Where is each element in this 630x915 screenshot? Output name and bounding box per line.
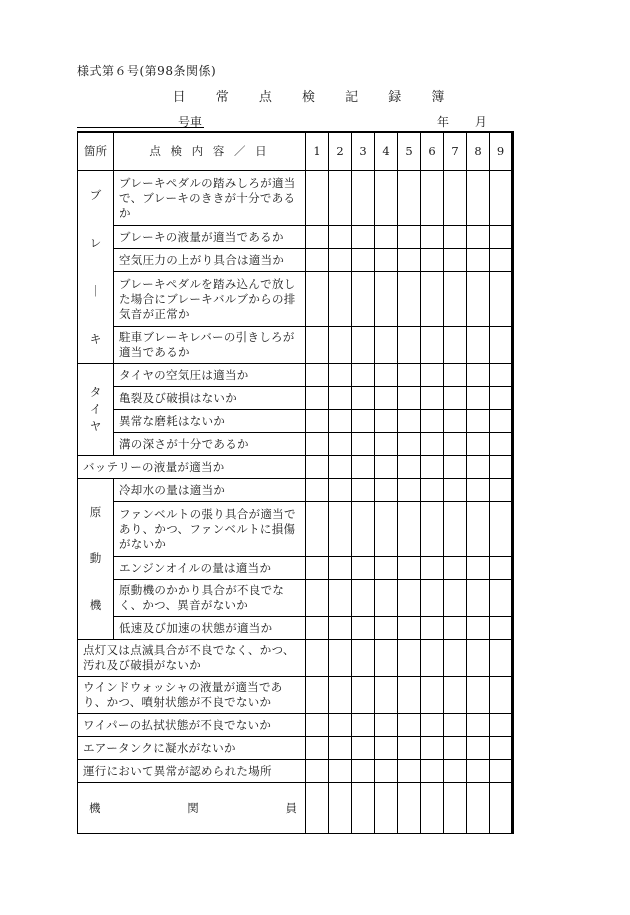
check-cell[interactable] (467, 387, 490, 410)
check-cell[interactable] (329, 387, 352, 410)
check-cell[interactable] (421, 410, 444, 433)
table-row (78, 617, 513, 640)
check-cell[interactable] (444, 249, 467, 272)
check-cell[interactable] (490, 640, 513, 677)
check-cell[interactable] (421, 387, 444, 410)
table-row (78, 387, 513, 410)
check-cell[interactable] (490, 502, 513, 557)
check-cell[interactable] (398, 327, 421, 364)
check-cell[interactable] (352, 327, 375, 364)
check-cell[interactable] (467, 737, 490, 760)
check-cell[interactable] (306, 364, 329, 387)
check-cell[interactable] (490, 580, 513, 617)
check-cell[interactable] (352, 760, 375, 783)
check-cell[interactable] (352, 557, 375, 580)
check-cell[interactable] (398, 502, 421, 557)
day-header: 4 (375, 132, 398, 171)
check-cell[interactable] (329, 364, 352, 387)
check-cell[interactable] (421, 479, 444, 502)
table-row (78, 433, 513, 456)
check-cell[interactable] (421, 760, 444, 783)
check-cell[interactable] (306, 249, 329, 272)
place-header: 箇所 (78, 132, 114, 171)
check-cell[interactable] (490, 171, 513, 226)
check-cell[interactable] (375, 640, 398, 677)
check-cell[interactable] (421, 327, 444, 364)
check-cell[interactable] (352, 171, 375, 226)
check-cell[interactable] (352, 272, 375, 327)
check-cell[interactable] (352, 364, 375, 387)
group-char: タ (89, 385, 102, 400)
inspection-item: 溝の深さが十分であるか (114, 433, 306, 456)
check-cell[interactable] (490, 410, 513, 433)
check-cell[interactable] (467, 502, 490, 557)
check-cell[interactable] (306, 640, 329, 677)
check-cell[interactable] (306, 617, 329, 640)
check-cell[interactable] (398, 714, 421, 737)
signature-cell[interactable] (398, 783, 421, 834)
signature-cell[interactable] (467, 783, 490, 834)
check-cell[interactable] (444, 410, 467, 433)
check-cell[interactable] (306, 760, 329, 783)
day-header: 3 (352, 132, 375, 171)
inspection-item: 空気圧力の上がり具合は適当か (114, 249, 306, 272)
check-cell[interactable] (329, 502, 352, 557)
group-char: ヤ (89, 418, 102, 433)
signature-cell[interactable] (444, 783, 467, 834)
check-cell[interactable] (375, 617, 398, 640)
check-cell[interactable] (398, 677, 421, 714)
check-cell[interactable] (490, 364, 513, 387)
check-cell[interactable] (490, 760, 513, 783)
check-cell[interactable] (421, 557, 444, 580)
check-cell[interactable] (444, 226, 467, 249)
inspection-item: ブレーキペダルの踏みしろが適当で、ブレーキのききが十分であるか (114, 171, 306, 226)
check-cell[interactable] (352, 387, 375, 410)
engineer-char: 員 (285, 800, 297, 815)
check-cell[interactable] (329, 249, 352, 272)
check-cell[interactable] (467, 760, 490, 783)
check-cell[interactable] (467, 714, 490, 737)
group-engine (78, 479, 114, 640)
check-cell[interactable] (467, 410, 490, 433)
signature-cell[interactable] (375, 783, 398, 834)
group-tire (78, 364, 114, 456)
table-row (78, 677, 513, 714)
check-cell[interactable] (375, 760, 398, 783)
inspection-item: タイヤの空気圧は適当か (114, 364, 306, 387)
check-cell[interactable] (306, 171, 329, 226)
check-cell[interactable] (421, 737, 444, 760)
check-cell[interactable] (444, 737, 467, 760)
check-cell[interactable] (375, 456, 398, 479)
check-cell[interactable] (306, 737, 329, 760)
group-char: 動 (89, 551, 102, 566)
check-cell[interactable] (398, 479, 421, 502)
check-cell[interactable] (444, 502, 467, 557)
check-cell[interactable] (352, 677, 375, 714)
check-cell[interactable] (467, 580, 490, 617)
table-row (78, 479, 513, 502)
inspection-item: 亀裂及び破損はないか (114, 387, 306, 410)
check-cell[interactable] (352, 640, 375, 677)
check-cell[interactable] (444, 171, 467, 226)
check-cell[interactable] (375, 272, 398, 327)
car-number-label: 号車 (178, 115, 203, 129)
check-cell[interactable] (490, 327, 513, 364)
check-cell[interactable] (306, 557, 329, 580)
check-cell[interactable] (398, 760, 421, 783)
check-cell[interactable] (421, 677, 444, 714)
check-cell[interactable] (306, 456, 329, 479)
check-cell[interactable] (306, 479, 329, 502)
check-cell[interactable] (467, 364, 490, 387)
inspection-log-table (77, 131, 514, 834)
check-cell[interactable] (421, 580, 444, 617)
check-cell[interactable] (306, 387, 329, 410)
check-cell[interactable] (444, 479, 467, 502)
check-cell[interactable] (467, 226, 490, 249)
table-row (78, 364, 513, 387)
signature-cell[interactable] (352, 783, 375, 834)
check-cell[interactable] (352, 617, 375, 640)
check-cell[interactable] (444, 327, 467, 364)
table-row (78, 640, 513, 677)
check-cell[interactable] (306, 714, 329, 737)
check-cell[interactable] (467, 557, 490, 580)
check-cell[interactable] (306, 226, 329, 249)
check-cell[interactable] (329, 760, 352, 783)
check-cell[interactable] (398, 580, 421, 617)
check-cell[interactable] (352, 714, 375, 737)
table-row (78, 580, 513, 617)
check-cell[interactable] (467, 171, 490, 226)
check-cell[interactable] (329, 580, 352, 617)
table-row (78, 456, 513, 479)
year-label: 年 (437, 115, 450, 129)
check-cell[interactable] (398, 171, 421, 226)
signature-cell[interactable] (306, 783, 329, 834)
check-cell[interactable] (444, 387, 467, 410)
check-cell[interactable] (421, 272, 444, 327)
check-cell[interactable] (375, 387, 398, 410)
inspection-item: 低速及び加速の状態が適当か (114, 617, 306, 640)
group-char: 機 (89, 598, 102, 613)
inspection-item: 異常な磨耗はないか (114, 410, 306, 433)
engineer-char: 機 (89, 800, 101, 815)
form-number: 様式第６号(第98条関係) (77, 64, 217, 78)
check-cell[interactable] (467, 433, 490, 456)
check-cell[interactable] (375, 557, 398, 580)
group-brake (78, 171, 114, 364)
check-cell[interactable] (467, 456, 490, 479)
group-char: キ (89, 331, 102, 346)
check-cell[interactable] (375, 580, 398, 617)
signature-cell[interactable] (490, 783, 513, 834)
inspection-item: 運行において異常が認められた場所 (78, 760, 306, 783)
check-cell[interactable] (490, 387, 513, 410)
check-cell[interactable] (329, 433, 352, 456)
check-cell[interactable] (329, 479, 352, 502)
check-cell[interactable] (398, 433, 421, 456)
check-cell[interactable] (421, 502, 444, 557)
check-cell[interactable] (398, 737, 421, 760)
check-cell[interactable] (329, 272, 352, 327)
check-cell[interactable] (352, 410, 375, 433)
check-cell[interactable] (490, 433, 513, 456)
check-cell[interactable] (375, 410, 398, 433)
table-row (78, 327, 513, 364)
check-cell[interactable] (490, 272, 513, 327)
check-cell[interactable] (398, 226, 421, 249)
check-cell[interactable] (490, 617, 513, 640)
check-cell[interactable] (352, 479, 375, 502)
check-cell[interactable] (306, 677, 329, 714)
inspection-item: 駐車ブレーキレバーの引きしろが適当であるか (114, 327, 306, 364)
inspection-item: ウインドウォッシャの液量が適当であり、かつ、噴射状態が不良でないか (78, 677, 306, 714)
header-row (78, 132, 513, 171)
check-cell[interactable] (398, 364, 421, 387)
inspection-item: 冷却水の量は適当か (114, 479, 306, 502)
check-cell[interactable] (375, 677, 398, 714)
check-cell[interactable] (375, 226, 398, 249)
check-cell[interactable] (329, 456, 352, 479)
check-cell[interactable] (306, 433, 329, 456)
check-cell[interactable] (467, 677, 490, 714)
group-char: イ (89, 401, 102, 416)
table-row (78, 760, 513, 783)
day-header: 9 (490, 132, 513, 171)
check-cell[interactable] (421, 226, 444, 249)
check-cell[interactable] (421, 617, 444, 640)
check-cell[interactable] (306, 410, 329, 433)
table-row (78, 226, 513, 249)
check-cell[interactable] (306, 327, 329, 364)
check-cell[interactable] (398, 617, 421, 640)
check-cell[interactable] (375, 171, 398, 226)
inspection-item: ファンベルトの張り具合が適当であり、かつ、ファンベルトに損傷がないか (114, 502, 306, 557)
check-cell[interactable] (375, 737, 398, 760)
check-cell[interactable] (398, 557, 421, 580)
check-cell[interactable] (421, 456, 444, 479)
check-cell[interactable] (375, 327, 398, 364)
check-cell[interactable] (329, 557, 352, 580)
check-cell[interactable] (329, 714, 352, 737)
check-cell[interactable] (306, 580, 329, 617)
check-cell[interactable] (352, 580, 375, 617)
check-cell[interactable] (467, 617, 490, 640)
check-cell[interactable] (444, 760, 467, 783)
check-cell[interactable] (421, 433, 444, 456)
check-cell[interactable] (444, 677, 467, 714)
check-cell[interactable] (375, 502, 398, 557)
check-cell[interactable] (467, 249, 490, 272)
table-row (78, 557, 513, 580)
check-cell[interactable] (352, 456, 375, 479)
check-cell[interactable] (329, 327, 352, 364)
check-cell[interactable] (329, 677, 352, 714)
check-cell[interactable] (421, 171, 444, 226)
table-row (78, 249, 513, 272)
content-header: 点 検 内 容 ／ 日 (114, 132, 306, 171)
check-cell[interactable] (444, 617, 467, 640)
check-cell[interactable] (306, 272, 329, 327)
check-cell[interactable] (444, 640, 467, 677)
signature-cell[interactable] (329, 783, 352, 834)
check-cell[interactable] (467, 479, 490, 502)
check-cell[interactable] (490, 677, 513, 714)
check-cell[interactable] (398, 272, 421, 327)
check-cell[interactable] (490, 479, 513, 502)
table-row (78, 502, 513, 557)
check-cell[interactable] (329, 640, 352, 677)
inspection-item: ワイパーの払拭状態が不良でないか (78, 714, 306, 737)
check-cell[interactable] (306, 502, 329, 557)
check-cell[interactable] (352, 226, 375, 249)
day-header: 8 (467, 132, 490, 171)
check-cell[interactable] (444, 433, 467, 456)
inspection-item: 原動機のかかり具合が不良でなく、かつ、異音がないか (114, 580, 306, 617)
signature-cell[interactable] (421, 783, 444, 834)
table-row (78, 171, 513, 226)
check-cell[interactable] (398, 456, 421, 479)
check-cell[interactable] (421, 364, 444, 387)
check-cell[interactable] (421, 640, 444, 677)
check-cell[interactable] (375, 479, 398, 502)
inspection-item: 点灯又は点滅具合が不良でなく、かつ、汚れ及び破損がないか (78, 640, 306, 677)
inspection-item: エンジンオイルの量は適当か (114, 557, 306, 580)
check-cell[interactable] (375, 364, 398, 387)
table-row (78, 410, 513, 433)
day-header: 6 (421, 132, 444, 171)
check-cell[interactable] (352, 433, 375, 456)
check-cell[interactable] (444, 456, 467, 479)
day-header: 1 (306, 132, 329, 171)
day-header: 5 (398, 132, 421, 171)
check-cell[interactable] (490, 249, 513, 272)
day-header: 2 (329, 132, 352, 171)
engineer-label (78, 783, 306, 834)
check-cell[interactable] (352, 502, 375, 557)
group-char: ｜ (89, 283, 102, 298)
inspection-item: エアータンクに凝水がないか (78, 737, 306, 760)
month-label: 月 (474, 115, 487, 129)
check-cell[interactable] (352, 249, 375, 272)
check-cell[interactable] (467, 272, 490, 327)
check-cell[interactable] (490, 557, 513, 580)
check-cell[interactable] (467, 640, 490, 677)
check-cell[interactable] (421, 714, 444, 737)
year-month-label (437, 113, 487, 130)
inspection-item: ブレーキペダルを踏み込んで放した場合にブレーキバルブからの排気音が正常か (114, 272, 306, 327)
check-cell[interactable] (329, 617, 352, 640)
inspection-item: ブレーキの液量が適当であるか (114, 226, 306, 249)
check-cell[interactable] (467, 327, 490, 364)
check-cell[interactable] (375, 433, 398, 456)
engineer-char: 関 (187, 800, 199, 815)
table-row (78, 714, 513, 737)
page-title: 日 常 点 検 記 録 簿 (172, 90, 458, 105)
check-cell[interactable] (329, 737, 352, 760)
check-cell[interactable] (375, 249, 398, 272)
table-row (78, 737, 513, 760)
check-cell[interactable] (444, 580, 467, 617)
check-cell[interactable] (375, 714, 398, 737)
check-cell[interactable] (398, 640, 421, 677)
check-cell[interactable] (444, 272, 467, 327)
check-cell[interactable] (444, 557, 467, 580)
day-header: 7 (444, 132, 467, 171)
table-row (78, 272, 513, 327)
check-cell[interactable] (444, 714, 467, 737)
check-cell[interactable] (421, 249, 444, 272)
check-cell[interactable] (398, 249, 421, 272)
check-cell[interactable] (398, 387, 421, 410)
group-char: レ (89, 235, 102, 250)
check-cell[interactable] (490, 714, 513, 737)
check-cell[interactable] (329, 226, 352, 249)
check-cell[interactable] (398, 410, 421, 433)
check-cell[interactable] (490, 456, 513, 479)
group-char: ブ (89, 187, 102, 202)
check-cell[interactable] (490, 226, 513, 249)
check-cell[interactable] (329, 410, 352, 433)
inspection-item: バッテリーの液量が適当か (78, 456, 306, 479)
check-cell[interactable] (490, 737, 513, 760)
group-char: 原 (89, 504, 102, 519)
table-row (78, 783, 513, 834)
check-cell[interactable] (329, 171, 352, 226)
check-cell[interactable] (352, 737, 375, 760)
check-cell[interactable] (444, 364, 467, 387)
